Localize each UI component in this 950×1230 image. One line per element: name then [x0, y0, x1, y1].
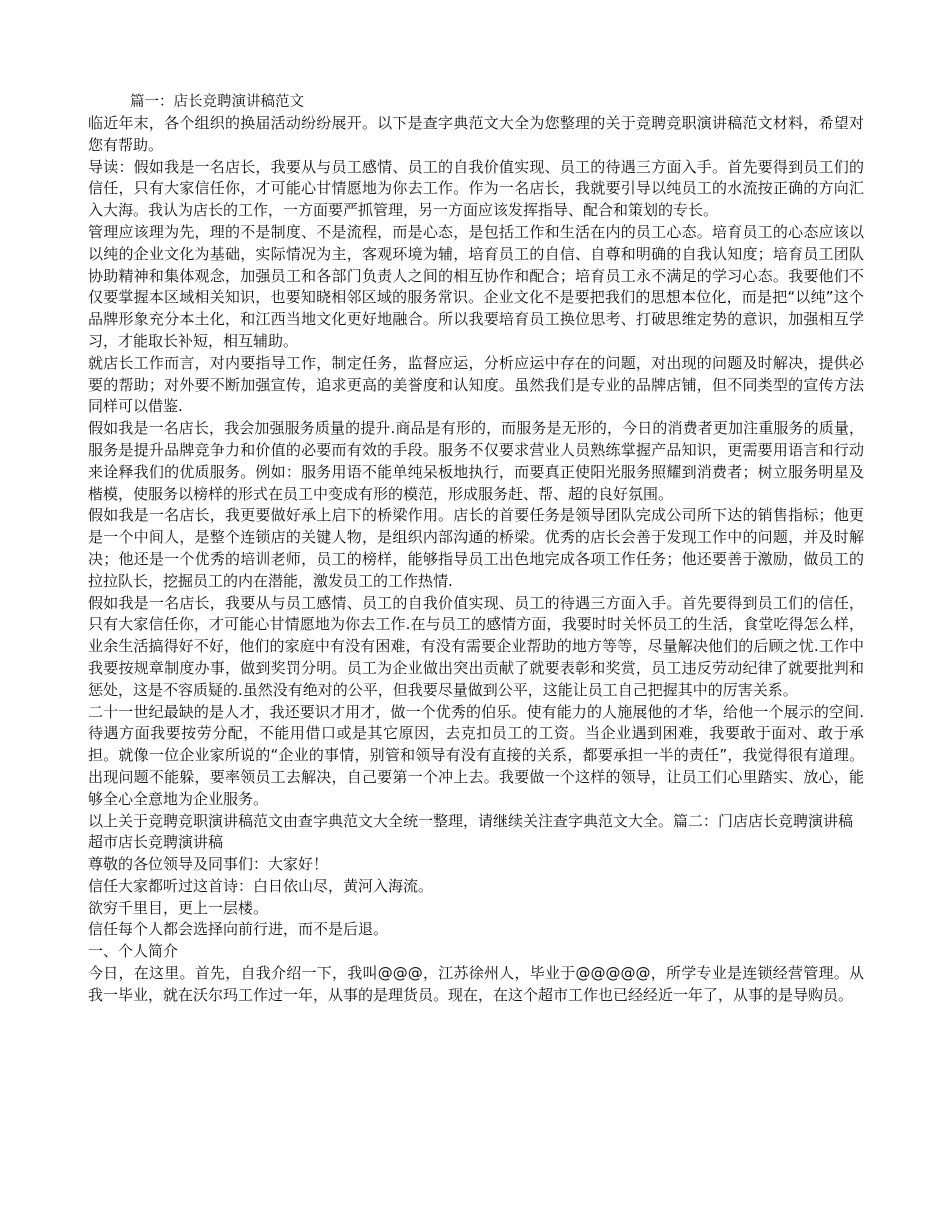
paragraph-employee-care: 假如我是一名店长，我要从与员工感情、员工的自我价值实现、员工的待遇三方面入手。首先要得到员工们的信任，只有大家信任你，才可能心甘情愿地为你去工作.在与员工的感情方面，我要时时关怀员工的生活，食堂吃得怎么样，业余生活搞得好不好，他们的家庭中有没有困难，有没有需要企业帮助的地方等等，尽量解决他们的后顾之忧.工作中我要按规章制度办事，做到奖罚分明。员工为企业做出突出贡献了就要表彰和奖赏，员工违反劳动纪律了就要批判和惩处，这是不容质疑的.虽然没有绝对的公平，但我要尽量做到公平，这能让员工自己把握其中的厉害关系。: [88, 593, 864, 699]
paragraph-talent: 二十一世纪最缺的是人才，我还要识才用才，做一个优秀的伯乐。使有能力的人施展他的才华，给他一个展示的空间.待遇方面我要按劳分配，不能用借口或是其它原因，去克扣员工的工资。当企业遇到困难，我要敢于面对、敢于承担。就像一位企业家所说的“企业的事情，别管和领导有没有直接的关系，都要承担一半的责任”，我觉得很有道理。出现问题不能躲，要率领员工去解决，自己要第一个冲上去。我要做一个这样的领导，让员工们心里踏实、放心，能够全心全意地为企业服务。: [88, 702, 864, 808]
paragraph-part-two-intro: 以上关于竞聘竞职演讲稿范文由查字典范文大全统一整理，请继续关注查字典范文大全。篇二：门店店长竞聘演讲稿: [88, 811, 854, 830]
document-title: 篇一：店长竞聘演讲稿范文: [130, 94, 304, 110]
paragraph-greeting: 尊敬的各位领导及同事们：大家好！: [88, 855, 329, 874]
paragraph-bridge-role: 假如我是一名店长，我更要做好承上启下的桥梁作用。店长的首要任务是领导团队完成公司所下达的销售指标；他更是一个中间人，是整个连锁店的关键人物，是组织内部沟通的桥梁。优秀的店长会善于发现工作中的问题，并及时解决；他还是一个优秀的培训老师，员工的榜样，能够指导员工出色地完成各项工作任务；他还要善于激励，做员工的拉拉队长，挖掘员工的内在潜能，激发员工的工作热情.: [88, 506, 864, 590]
paragraph-self-intro: 今日，在这里。首先，自我介绍一下，我叫@@@，江苏徐州人，毕业于@@@@@，所学专业是连锁经营管理。从我一毕业，就在沃尔玛工作过一年，从事的是理货员。现在，在这个超市工作也已经经近一年了，从事的是导购员。: [88, 964, 864, 1004]
paragraph-store-work: 就店长工作而言，对内要指导工作，制定任务，监督应运，分析应运中存在的问题，对出现的问题及时解决，提供必要的帮助；对外要不断加强宣传，追求更高的美誉度和认知度。虽然我们是专业的品牌店铺，但不同类型的宣传方法同样可以借鉴.: [88, 353, 864, 416]
section-heading-profile: 一、个人简介: [88, 942, 179, 961]
document-page: [88, 92, 864, 1007]
paragraph-service-quality: 假如我是一名店长，我会加强服务质量的提升.商品是有形的，而服务是无形的，今日的消费者更加注重服务的质量，服务是提升品牌竞争力和价值的必要而有效的手段。服务不仅要求营业人员熟练掌握产品知识，更需要用语言和行动来诠释我们的优质服务。例如：服务用语不能单纯呆板地执行，而要真正使阳光服务照耀到消费者；树立服务明星及楷模，使服务以榜样的形式在员工中变成有形的模范，形成服务赶、帮、超的良好氛围。: [88, 419, 864, 503]
paragraph-intro: 临近年末，各个组织的换届活动纷纷展开。以下是查字典范文大全为您整理的关于竞聘竞职演讲稿范文材料，希望对您有帮助。: [88, 114, 864, 154]
paragraph-subtitle: 超市店长竞聘演讲稿: [88, 833, 224, 852]
paragraph-guide: 导读：假如我是一名店长，我要从与员工感情、员工的自我价值实现、员工的待遇三方面入手。首先要得到员工们的信任，只有大家信任你，才可能心甘情愿地为你去工作。作为一名店长，我就要引导以纯员工的水流按正确的方向汇入大海。我认为店长的工作，一方面要严抓管理，另一方面应该发挥指导、配合和策划的专长。: [88, 157, 864, 220]
paragraph-poem-line-2: 欲穷千里目，更上一层楼。: [88, 898, 269, 917]
paragraph-forward: 信任每个人都会选择向前行进，而不是后退。: [88, 920, 389, 939]
paragraph-poem-line-1: 信任大家都听过这首诗：白日依山尽，黄河入海流。: [88, 876, 434, 895]
paragraph-management: 管理应该理为先，理的不是制度、不是流程，而是心态，是包括工作和生活在内的员工心态。培育员工的心态应该以以纯的企业文化为基础，实际情况为主，客观环境为辅，培育员工的自信、自尊和明确的自我认知度；培育员工团队协助精神和集体观念，加强员工和各部门负责人之间的相互协作和配合；培育员工永不满足的学习心态。我要他们不仅要掌握本区域相关知识，也要知晓相邻区域的服务常识。企业文化不是要把我们的思想本位化，而是把“以纯”这个品牌形象充分本土化，和江西当地文化更好地融合。所以我要培育员工换位思考、打破思维定势的意识，加强相互学习，才能取长补短，相互辅助。: [88, 222, 864, 350]
